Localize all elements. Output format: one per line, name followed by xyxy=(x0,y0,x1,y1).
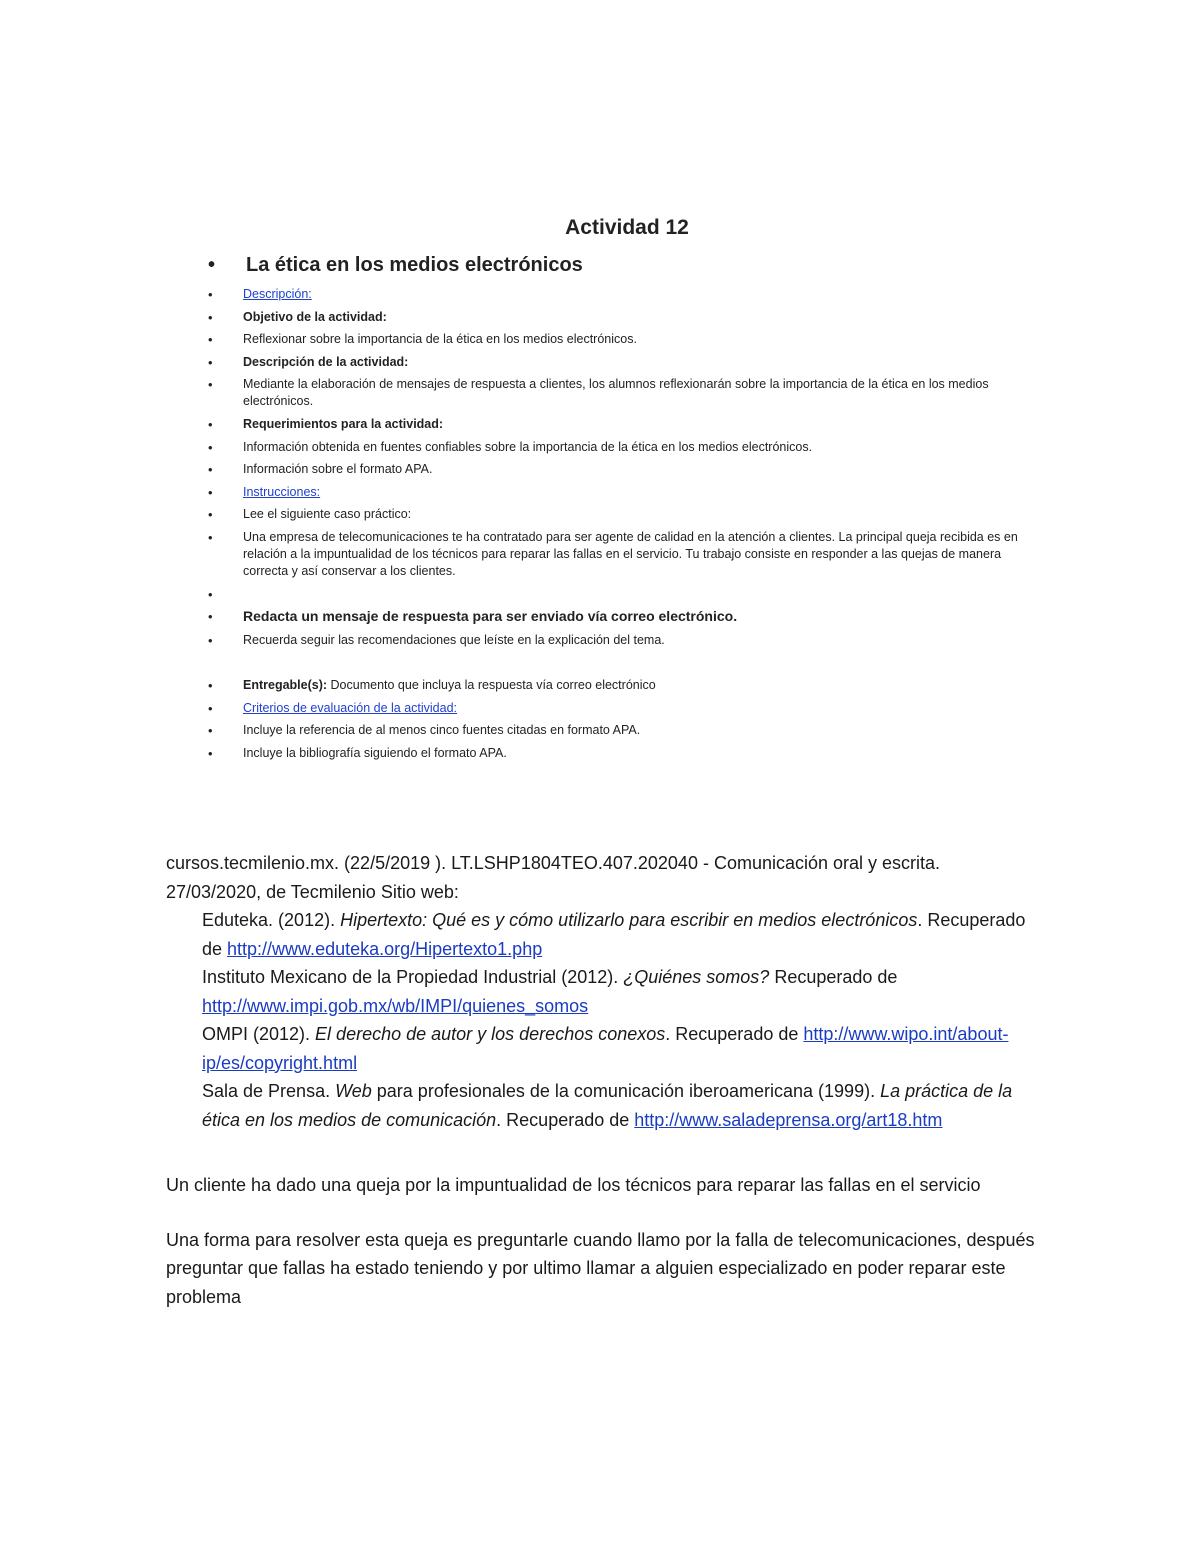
activity-item: • Información obtenida en fuentes confiables sobre la importancia de la ética en los medios electrónicos. xyxy=(208,439,1038,456)
reference-link[interactable]: http://www.wipo.int/about-ip/es/copyright.html xyxy=(202,1024,1009,1073)
activity-list xyxy=(208,286,1038,767)
activity-title: Actividad 12 xyxy=(565,216,689,239)
document-body xyxy=(166,849,1046,1311)
activity-item: • Incluye la referencia de al menos cinco fuentes citadas en formato APA. xyxy=(208,722,1038,739)
reference-1: Eduteka. (2012). Hipertexto: Qué es y cómo utilizarlo para escribir en medios electrónicos. Recuperado de http://www.eduteka.org/Hipertexto1.php xyxy=(202,910,1026,959)
activity-heading: • La ética en los medios electrónicos xyxy=(208,254,583,276)
activity-item: • Mediante la elaboración de mensajes de respuesta a clientes, los alumnos reflexionarán sobre la importancia de la ética en los medios electrónicos. xyxy=(208,376,1038,410)
reference-link[interactable]: http://www.saladeprensa.org/art18.htm xyxy=(634,1109,943,1130)
paragraph-2: Una forma para resolver esta queja es preguntarle cuando llamo por la falla de telecomunicaciones, después preguntar que fallas ha estado teniendo y por ultimo llamar a alguien especializado en poder reparar este problema xyxy=(166,1229,1035,1307)
activity-item: • Recuerda seguir las recomendaciones que leíste en la explicación del tema. xyxy=(208,632,1038,649)
activity-item: • Redacta un mensaje de respuesta para ser enviado vía correo electrónico. xyxy=(208,608,1038,626)
citation-line-1: cursos.tecmilenio.mx. (22/5/2019 ). LT.LSHP1804TEO.407.202040 - Comunicación oral y escrita. xyxy=(166,853,941,873)
activity-item: • Lee el siguiente caso práctico: xyxy=(208,506,1038,523)
activity-item[interactable]: • Descripción: xyxy=(208,286,1038,303)
activity-spacer xyxy=(208,654,1038,671)
activity-item: • Objetivo de la actividad: xyxy=(208,309,1038,326)
activity-item: • Requerimientos para la actividad: xyxy=(208,416,1038,433)
activity-item[interactable]: • Criterios de evaluación de la actividad: xyxy=(208,700,1038,717)
activity-item xyxy=(208,586,1038,603)
paragraph-1: Un cliente ha dado una queja por la impuntualidad de los técnicos para reparar las fallas en el servicio xyxy=(166,1175,981,1195)
citation-line-2: 27/03/2020, de Tecmilenio Sitio web: xyxy=(166,881,459,902)
activity-item: • Entregable(s): Documento que incluya la respuesta vía correo electrónico xyxy=(208,677,1038,694)
activity-item: • Descripción de la actividad: xyxy=(208,354,1038,371)
reference-link[interactable]: http://www.impi.gob.mx/wb/IMPI/quienes_somos xyxy=(202,995,589,1016)
reference-4: Sala de Prensa. Web para profesionales de la comunicación iberoamericana (1999). La práctica de la ética en los medios de comunicación. Recuperado de http://www.saladeprensa.org/art18.htm xyxy=(202,1081,1013,1130)
activity-item: • Incluye la bibliografía siguiendo el formato APA. xyxy=(208,745,1038,762)
reference-3: OMPI (2012). El derecho de autor y los derechos conexos. Recuperado de http://www.wipo.int/about-ip/es/copyright.html xyxy=(202,1024,1009,1073)
activity-item[interactable]: • Instrucciones: xyxy=(208,484,1038,501)
reference-link[interactable]: http://www.eduteka.org/Hipertexto1.php xyxy=(227,938,543,959)
activity-item: • Una empresa de telecomunicaciones te ha contratado para ser agente de calidad en la atención a clientes. La principal queja recibida es en relación a la impuntualidad de los técnicos para reparar las fallas en el servicio. Tu trabajo consiste en responder a las quejas de manera correcta y así conservar a los clientes. xyxy=(208,529,1038,580)
reference-2: Instituto Mexicano de la Propiedad Industrial (2012). ¿Quiénes somos? Recuperado de http://www.impi.gob.mx/wb/IMPI/quienes_somos xyxy=(202,967,898,1016)
activity-item: • Información sobre el formato APA. xyxy=(208,461,1038,478)
activity-item: • Reflexionar sobre la importancia de la ética en los medios electrónicos. xyxy=(208,331,1038,348)
